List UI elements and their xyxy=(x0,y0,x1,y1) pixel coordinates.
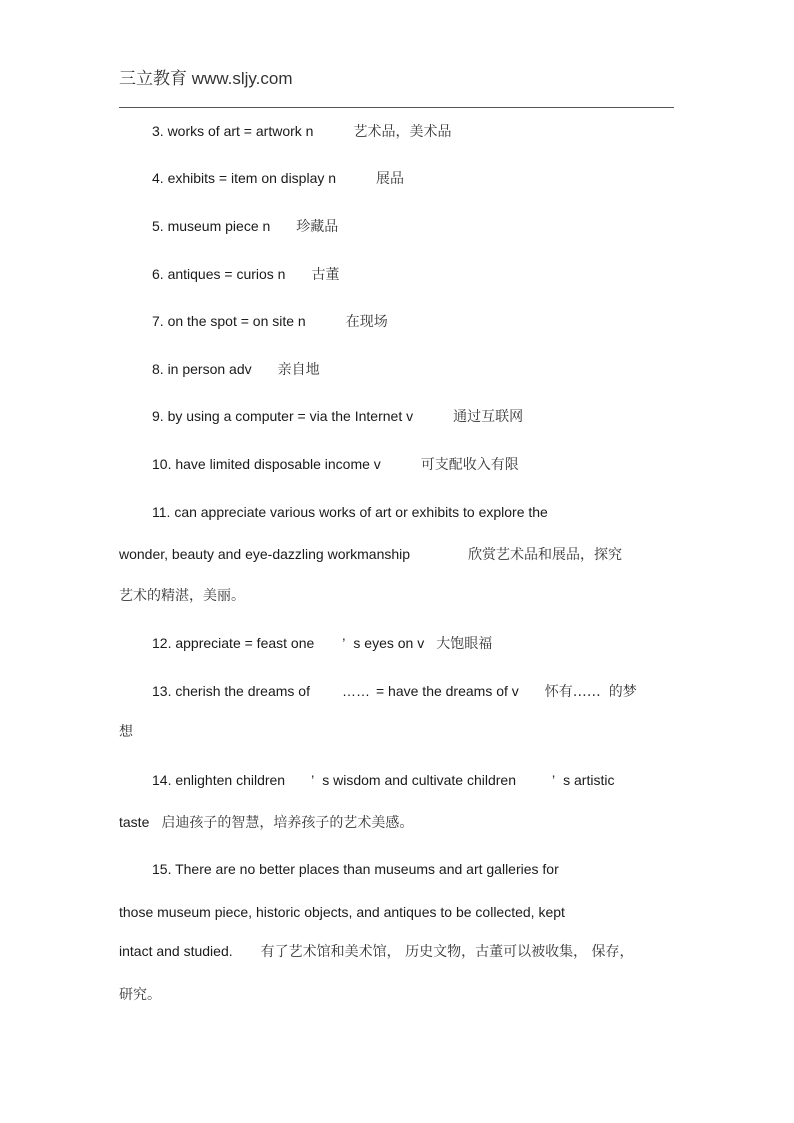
vocab-item xyxy=(152,312,388,331)
vocab-item xyxy=(152,455,519,474)
item-chinese: 艺术品，美术品 xyxy=(353,124,452,140)
item14-apostrophe1: ’ xyxy=(311,772,315,788)
item-english: 5. museum piece n xyxy=(152,218,271,234)
item13-chinese-a: 怀有…… xyxy=(544,684,601,700)
item15-line2: those museum piece, historic objects, and antiques to be collected, kept xyxy=(119,904,565,920)
item-english: 3. works of art = artwork n xyxy=(152,123,314,139)
vocab-item xyxy=(152,265,339,284)
item14-line2 xyxy=(119,813,413,832)
page-header xyxy=(119,64,292,89)
item13-english-b: = have the dreams of v xyxy=(375,683,519,699)
item-english: 9. by using a computer = via the Internet v xyxy=(152,408,414,424)
item11-line3: 艺术的精湛，美丽。 xyxy=(119,588,245,604)
item14-line1 xyxy=(152,771,614,789)
item11-line2 xyxy=(119,545,622,564)
item-chinese: 古董 xyxy=(311,267,340,283)
item14-english-c: s artistic xyxy=(563,772,615,788)
item14-chinese: 启迪孩子的智慧，培养孩子的艺术美感。 xyxy=(161,815,414,831)
item13-english-a: 13. cherish the dreams of xyxy=(152,683,310,699)
vocab-item xyxy=(152,169,404,188)
item13-chinese-c: 想 xyxy=(119,724,133,740)
item-english: 7. on the spot = on site n xyxy=(152,313,306,329)
item15-line1: 15. There are no better places than museums and art galleries for xyxy=(152,861,559,877)
item13-chinese-b: 的梦 xyxy=(608,684,637,700)
item14-english-b: s wisdom and cultivate children xyxy=(322,772,516,788)
item15-chinese: 有了艺术馆和美术馆， 历史文物，古董可以被收集， 保存， xyxy=(260,944,634,960)
item13-line xyxy=(152,682,637,701)
item15-english: intact and studied. xyxy=(119,943,233,959)
header-site: www.sljy.com xyxy=(191,69,293,88)
item12-chinese: 大饱眼福 xyxy=(436,636,493,652)
item12-english-b: s eyes on v xyxy=(353,635,425,651)
item-chinese: 亲自地 xyxy=(277,362,320,378)
item14-apostrophe2: ’ xyxy=(552,772,556,788)
item15-line3 xyxy=(119,942,634,961)
header-divider xyxy=(119,107,674,108)
item-chinese: 珍藏品 xyxy=(296,219,339,235)
item-english: 8. in person adv xyxy=(152,361,252,377)
item13-ellipsis: …… xyxy=(341,683,370,699)
item12-english-a: 12. appreciate = feast one xyxy=(152,635,315,651)
vocab-item xyxy=(152,217,338,236)
item11-line1: 11. can appreciate various works of art or exhibits to explore the xyxy=(152,504,548,520)
item14-english-a: 14. enlighten children xyxy=(152,772,286,788)
item12-line xyxy=(152,634,492,653)
item-english: 10. have limited disposable income v xyxy=(152,456,381,472)
item12-apostrophe: ’ xyxy=(342,635,346,651)
item11-english: wonder, beauty and eye-dazzling workmanship xyxy=(119,546,411,562)
item-english: 6. antiques = curios n xyxy=(152,266,286,282)
item15-line4: 研究。 xyxy=(119,987,161,1003)
vocab-item xyxy=(152,122,451,141)
item-chinese: 通过互联网 xyxy=(453,409,524,425)
vocab-item xyxy=(152,360,320,379)
item11-chinese: 欣赏艺术品和展品，探究 xyxy=(468,547,623,563)
item-chinese: 可支配收入有限 xyxy=(420,457,519,473)
vocab-item xyxy=(152,407,523,426)
item-chinese: 在现场 xyxy=(345,314,388,330)
item-english: 4. exhibits = item on display n xyxy=(152,170,337,186)
header-brand: 三立教育 xyxy=(119,69,187,88)
item14-english-d: taste xyxy=(119,814,150,830)
item-chinese: 展品 xyxy=(376,171,405,187)
